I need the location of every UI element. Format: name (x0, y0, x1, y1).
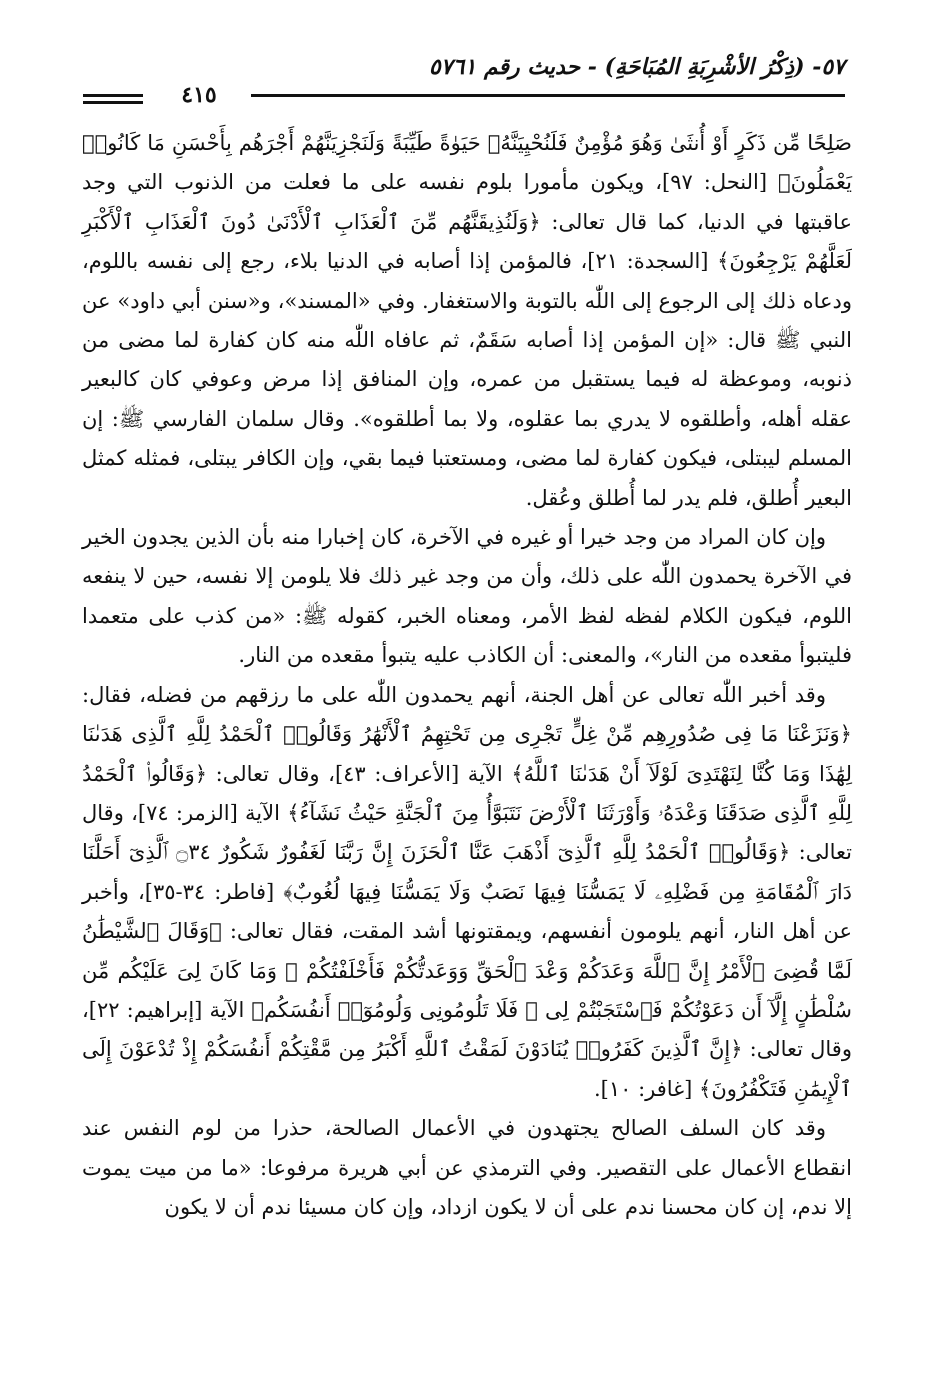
paragraph: صَلِحًا مِّن ذَكَرٍ أَوْ أُنثَىٰ وَهُوَ مُؤْمِنٌ فَلَنُحْيِيَنَّهُۥ حَيَوٰةً طَيِّبَةً وَلَنَجْزِيَنَّهُمْ أَجْرَهُم بِأَحْسَنِ مَا كَانُوا۟ يَعْمَلُونَ﴾ [النحل: ٩٧]، ويكون مأمورا بلوم نفسه على ما فعلت من الذنوب التي وجد عاقبتها في الدنيا، كما قال تعالى: ﴿وَلَنُذِيقَنَّهُم مِّنَ ٱلْعَذَابِ ٱلْأَدْنَىٰ دُونَ ٱلْعَذَابِ ٱلْأَكْبَرِ لَعَلَّهُمْ يَرْجِعُونَ﴾ [السجدة: ٢١]، فالمؤمن إذا أصابه في الدنيا بلاء، رجع إلى نفسه باللوم، ودعاه ذلك إلى الرجوع إلى اللّٰه بالتوبة والاستغفار. وفي «المسند»، و«سنن أبي داود» عن النبي ﷺ قال: «إن المؤمن إذا أصابه سَقَمٌ، ثم عافاه اللّٰه منه كان كفارة لما مضى من ذنوبه، وموعظة له فيما يستقبل من عمره، وإن المنافق إذا مرض وعوفي كان كالبعير عقله أهله، وأطلقوه لا يدري بما عقلوه، ولا بما أطلقوه». وقال سلمان الفارسي ﷺ: إن المسلم ليبتلى، فيكون كفارة لما مضى، ومستعتبا فيما بقي، وإن الكافر يبتلى، فمثله كمثل البعير أُطلق، فلم يدر لما أُطلق وعُقل. (82, 131, 852, 510)
header-rule-left (83, 94, 143, 97)
page-header (75, 48, 845, 108)
paragraph: وإن كان المراد من وجد خيرا أو غيره في الآخرة، كان إخبارا منه بأن الذين يجدون الخير في الآخرة يحمدون اللّٰه على ذلك، وأن من وجد غير ذلك فلا يلومن إلا نفسه، حين لا ينفعه اللوم، فيكون الكلام لفظه لفظ الأمر، ومعناه الخبر، كقوله ﷺ: «من كذب على متعمدا فليتبوأ مقعده من النار»، والمعنى: أن الكاذب عليه يتبوأ مقعده من النار. (82, 525, 852, 668)
running-title: ٥٧- (ذِكْرُ الأشْرِبَةِ المُبَاحَةِ) - حديث رقم ٥٧٦١ (428, 54, 845, 80)
header-rule (251, 94, 845, 97)
header-rule-left-double (83, 101, 143, 104)
main-text (82, 124, 852, 1227)
paragraph: وقد أخبر اللّٰه تعالى عن أهل الجنة، أنهم يحمدون اللّٰه على ما رزقهم من فضله، فقال: ﴿وَنَزَعْنَا مَا فِى صُدُورِهِم مِّنْ غِلٍّ تَجْرِى مِن تَحْتِهِمُ ٱلْأَنْهَٰرُ وَقَالُوا۟ ٱلْحَمْدُ لِلَّهِ ٱلَّذِى هَدَىٰنَا لِهَٰذَا وَمَا كُنَّا لِنَهْتَدِىَ لَوْلَآ أَنْ هَدَىٰنَا ٱللَّهُ﴾ الآية [الأعراف: ٤٣]، وقال تعالى: ﴿وَقَالُوا۟ ٱلْحَمْدُ لِلَّهِ ٱلَّذِى صَدَقَنَا وَعْدَهُۥ وَأَوْرَثَنَا ٱلْأَرْضَ نَتَبَوَّأُ مِنَ ٱلْجَنَّةِ حَيْثُ نَشَآءُ﴾ الآية [الزمر: ٧٤]، وقال تعالى: ﴿وَقَالُوا۟ ٱلْحَمْدُ لِلَّهِ ٱلَّذِىٓ أَذْهَبَ عَنَّا ٱلْحَزَنَ إِنَّ رَبَّنَا لَغَفُورٌ شَكُورٌ ۝٣٤ ٱلَّذِىٓ أَحَلَّنَا دَارَ ٱلْمُقَامَةِ مِن فَضْلِهِۦ لَا يَمَسُّنَا فِيهَا نَصَبٌ وَلَا يَمَسُّنَا فِيهَا لُغُوبٌ﴾ [فاطر: ٣٤-٣٥]، وأخبر عن أهل النار، أنهم يلومون أنفسهم، ويمقتونها أشد المقت، فقال تعالى: ﴿وَقَالَ ٱلشَّيْطَٰنُ لَمَّا قُضِىَ ٱلْأَمْرُ إِنَّ ٱللَّهَ وَعَدَكُمْ وَعْدَ ٱلْحَقِّ وَوَعَدتُّكُمْ فَأَخْلَفْتُكُمْ ۖ وَمَا كَانَ لِىَ عَلَيْكُم مِّن سُلْطَٰنٍ إِلَّآ أَن دَعَوْتُكُمْ فَٱسْتَجَبْتُمْ لِى ۖ فَلَا تَلُومُونِى وَلُومُوٓا۟ أَنفُسَكُم﴾ الآية [إبراهيم: ٢٢]، وقال تعالى: ﴿إِنَّ ٱلَّذِينَ كَفَرُوا۟ يُنَادَوْنَ لَمَقْتُ ٱللَّهِ أَكْبَرُ مِن مَّقْتِكُمْ أَنفُسَكُمْ إِذْ تُدْعَوْنَ إِلَى ٱلْإِيمَٰنِ فَتَكْفُرُونَ﴾ [غافر: ١٠]. (82, 682, 853, 1101)
page-number: ٤١٥ (181, 82, 217, 108)
paragraph: وقد كان السلف الصالح يجتهدون في الأعمال الصالحة، حذرا من لوم النفس عند انقطاع الأعمال على التقصير. وفي الترمذي عن أبي هريرة مرفوعا: «ما من ميت يموت إلا ندم، إن كان محسنا ندم على أن لا يكون ازداد، وإن كان مسيئا ندم أن لا يكون (82, 1116, 852, 1219)
